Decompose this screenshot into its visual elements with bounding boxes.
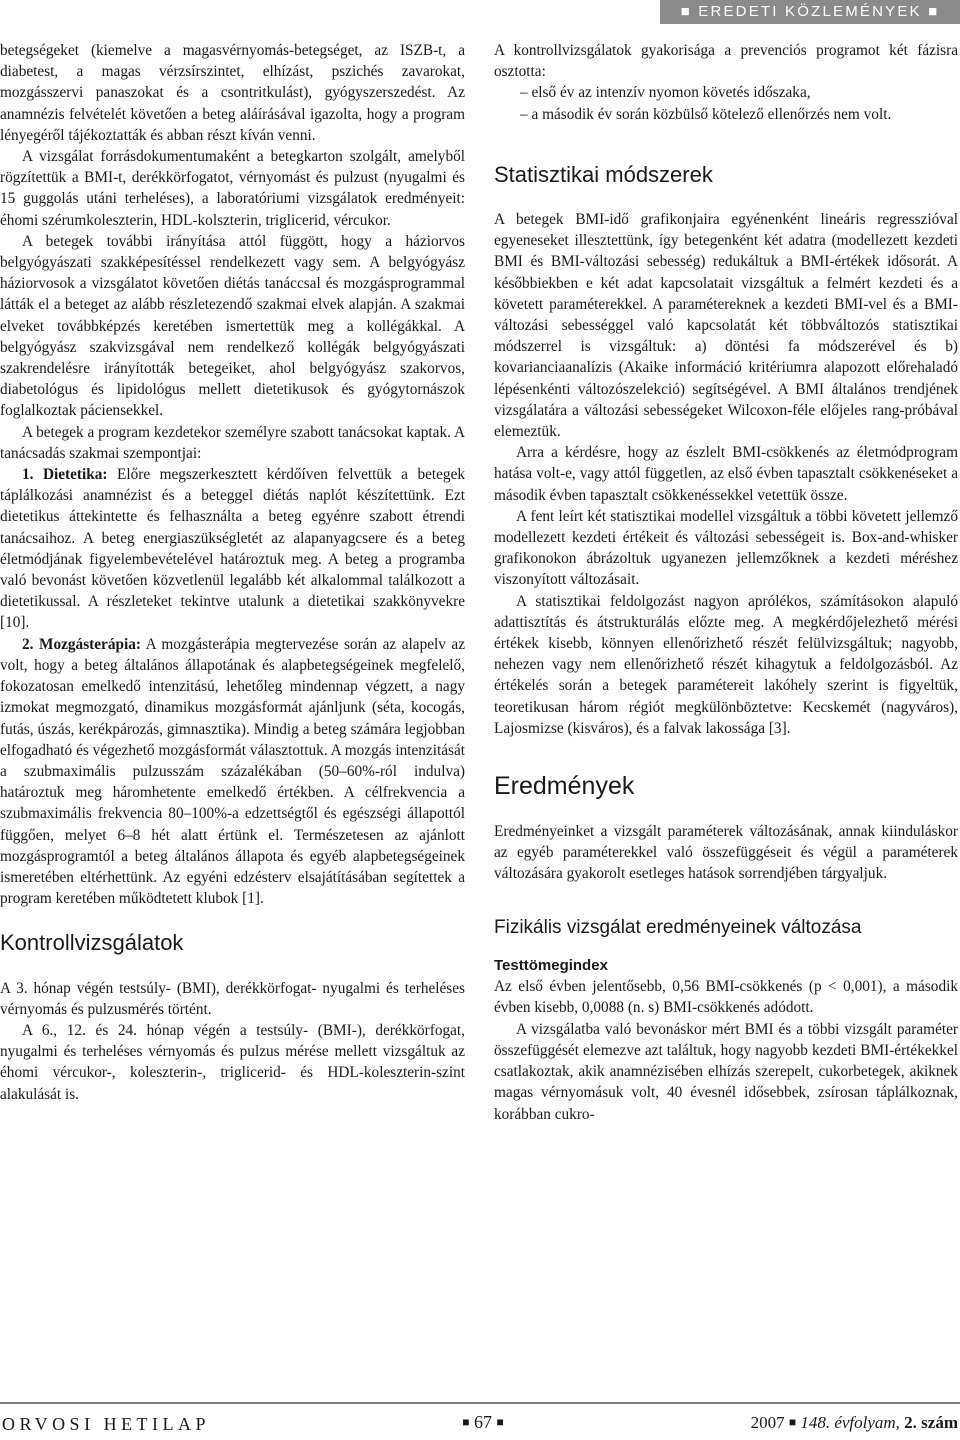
subsection-heading-fizikalis-vizsgalat: Fizikális vizsgálat eredményeinek változása	[494, 917, 862, 939]
item-text: A mozgásterápia megtervezése során az alapelv az volt, hogy a beteg általános állapotának és alapbetegségeinek megfelelő, fokozatosan emelkedő intenzitású, lehetőleg mindennap végzett, a nagy izmokat megmozgató, dinamikus mozgásformát ajánljunk (séta, kocogás, futás, úszás, kerékpározás, gimnasztika). Mindig a beteg számára legjobban elfogadható és végezhető mozgásformát választottuk. A mozgás intenzitását a szubmaximális pulzusszám százalékában (50–60%-ról indulva) határoztuk meg háromhetente emelkedő értékben. A célfrekvencia a szubmaximális frekvencia 80–100%-a edzettségtől és egészségi állapottól függően, melyet 6–8 hét alatt értünk el. Természetesen az ajánlott mozgásprogramtól a beteg általános állapota és egyéb alapbetegségeinek ismeretében eltérhettünk. Az egyéni edzésterv elsajátításában segítettek a program keretében működtetett klubok [1].	[0, 635, 465, 908]
paragraph: A vizsgálatba való bevonáskor mért BMI és a többi vizsgált paraméter összefüggését elemezve azt találtuk, hogy nagyobb kezdeti BMI-értékekkel csatlakoztak, akik anamnézisében elhízás szerepelt, cukorbetegek, akiknek magas vérnyomásuk volt, 40 évesnél idősebbek, zsírosan táplálkoznak, korábban cukro-	[494, 1020, 958, 1123]
square-bullet-icon: ■	[788, 1415, 797, 1429]
paragraph: A fent leírt két statisztikai modellel vizsgáltuk a többi követett jellemző modellezett kezdeti értékeit és változási sebességeit is. Box-and-whisker grafikonokon ábrázoltuk ugyanezen jellemzőknek a kezdeti méréshez viszonyított változásait.	[494, 507, 958, 589]
left-column	[0, 40, 465, 1378]
item-text: Előre megszerkesztett kérdőíven felvettük a betegek táplálkozási anamnézist és a beteggel diétás naplót készítettünk. Ezt dietetikus áttekintette és felhasználta a beteg egyénre szabott étrendi tanácsaihoz. A beteg energiaszükségletét az alapanyagcsere és a beteg életmódjának figyelembevételével határoztuk meg. A beteg a programba való bevonást követően közvetlenül legalább két alkalommal találkozott a dietetikussal. A részleteket tekintve utalunk a dietetikai szakkönyvekre [10].	[0, 466, 465, 632]
paragraph: A kontrollvizsgálatok gyakorisága a prevenciós programot két fázisra osztotta:	[494, 42, 958, 81]
paragraph: betegségeket (kiemelve a magasvérnyomás-betegséget, az ISZB-t, a diabetest, a magas vérzsírszintet, elhízást, pszichés zavarokat, mozgásszervi panaszokat és a csontritkulást), gyógyszerszedést. Az anamnézis felvételét követően a beteg aláírásával igazolta, hogy a program lényegéről tájékoztatták és abban részt kíván venni.	[0, 42, 465, 144]
item-label: Dietetika:	[42, 466, 108, 484]
paragraph: A statisztikai feldolgozást nagyon aprólékos, számításokon alapuló adattisztítás és átstrukturálás előzte meg. A megkérdőjelezhető mérési értékek kisebb, könnyen ellenőrizhető részét felülvizsgáltuk; nagyobb, nehezen vagy nem ellenőrizhető részét kihagytuk a feldolgozásból. Az értékelés során a betegek paramétereit lakóhely szerint is figyeltük, teoretikusan három régiót megkülönböztetve: Kecskemét (nagyváros), Lajosmizse (kisváros), és a falvak lakossága [3].	[494, 592, 958, 737]
paragraph: Eredményeinket a vizsgált paraméterek változásának, annak kiinduláskor az egyéb paraméterekkel való összefüggéseit és végül a paraméterek változására gyakorolt esetleges hatások sorrendjében tárgyaljuk.	[494, 822, 958, 882]
item-number: 1.	[22, 466, 34, 484]
section-heading-kontrollvizsgalatok: Kontrollvizsgálatok	[0, 930, 184, 956]
paragraph: A 6., 12. és 24. hónap végén a testsúly- (BMI-), derékkörfogat, nyugalmi és terheléses vérnyomás és pulzus mérése mellett vizsgáltuk az éhomi vércukor-, koleszterin-, triglicerid- és HDL-koleszterin-szint alakulását is.	[0, 1021, 465, 1103]
section-label: ■ EREDETI KÖZLEMÉNYEK ■	[660, 0, 960, 24]
paragraph: A vizsgálat forrásdokumentumaként a betegkarton szolgált, amelyből rögzítettük a BMI-t, derékkörfogatot, vérnyomást és pulzust (nyugalmi és 15 guggolás utáni terheléses), a laboratóriumi vizsgálatok eredményeit: éhomi szérumkoleszterin, HDL-kolszterin, triglicerid, vércukor.	[0, 148, 465, 229]
square-bullet-icon: ■	[496, 1415, 504, 1429]
section-heading-eredmenyek: Eredmények	[494, 772, 635, 801]
paragraph: A betegek további irányítása attól függött, hogy a háziorvos belgyógyászati szakképesítéssel rendelkezett vagy sem. A belgyógyász háziorvosok a vizsgálatot követően diétás tanáccsal és mozgásprogrammal látták el a beteget az alább részletezendő szakmai elvek alapján. A szakmai elveket továbbképzés keretében ismertettük meg a kollégákkal. A belgyógyász szakvizsgával nem rendelkező kollégák belgyógyászati szakrendelésre irányították betegeiket, ahol belgyógyász szakorvos, diabetológus és lipidológus mellett dietetikusok és gyógytornászok foglalkoztak páciensekkel.	[0, 232, 465, 420]
square-bullet-icon: ■	[462, 1415, 470, 1429]
right-column	[494, 40, 958, 1378]
paragraph: A 3. hónap végén testsúly- (BMI), derékkörfogat- nyugalmi és terheléses vérnyomás és pulzusmérés történt.	[0, 979, 465, 1018]
footer-divider	[0, 1402, 960, 1404]
page-number: 67	[474, 1412, 492, 1432]
paragraph: A betegek a program kezdetekor személyre szabott tanácsokat kaptak. A tanácsadás szakmai szempontjai:	[0, 423, 465, 462]
journal-name: ORVOSI HETILAP	[2, 1414, 211, 1434]
issue-year: 2007	[750, 1413, 785, 1432]
page-footer	[0, 1402, 960, 1440]
item-number: 2.	[22, 635, 34, 653]
section-heading-statisztikai-modszerek: Statisztikai módszerek	[494, 161, 713, 187]
page-header	[0, 0, 960, 24]
issue-number: 2. szám	[904, 1413, 958, 1432]
dash-list-item: – a második év során közbülső kötelező ellenőrzés nem volt.	[520, 105, 892, 123]
paragraph: Arra a kérdésre, hogy az észlelt BMI-csökkenés az életmódprogram hatása volt-e, vagy attól független, az első évben tapasztalt csökkenéseket a második évben tapasztalt csökkenéssekkel vetettük össze.	[494, 444, 958, 504]
item-label: Mozgásterápia:	[39, 635, 141, 653]
list-item-dietetika	[0, 464, 465, 634]
list-item-mozgasterapia	[0, 634, 465, 910]
paragraph: A betegek BMI-idő grafikonjaira egyénenként lineáris regresszióval egyeneseket illesztettünk, így betegenként két adatra (modellezett kezdeti BMI és BMI-változási sebesség) redukáltuk a BMI-értékek idősorát. A későbbiekben e két adat kapcsolatait vizsgáltuk a felmért kezdeti és a követett paraméterekkel. A paramétereknek a kezdeti BMI-vel és a BMI-változási sebességgel való kapcsolatát két többváltozós statisztikai módszerrel is vizsgáltuk: a) döntési fa módszerével és b) kovarianciaanalízis (Akaike információ kritériumra alapozott előrehaladó lépésenkénti változószelekció) segítségével. A BMI általános trendjének vizsgálatára a változási sebességeket Wilcoxon-féle előjeles rang-próbával elemeztük.	[494, 211, 958, 441]
subsubsection-heading-testtomegindex: Testtömegindex	[494, 957, 608, 975]
paragraph: Az első évben jelentősebb, 0,56 BMI-csökkenés (p < 0,001), a második évben kisebb, 0,0088 (n. s) BMI-csökkenés adódott.	[494, 978, 958, 1017]
issue-volume: 148. évfolyam,	[800, 1413, 900, 1432]
dash-list-item: – első év az intenzív nyomon követés időszaka,	[520, 84, 811, 102]
page-number-block	[438, 1412, 528, 1433]
issue-info	[751, 1413, 958, 1433]
